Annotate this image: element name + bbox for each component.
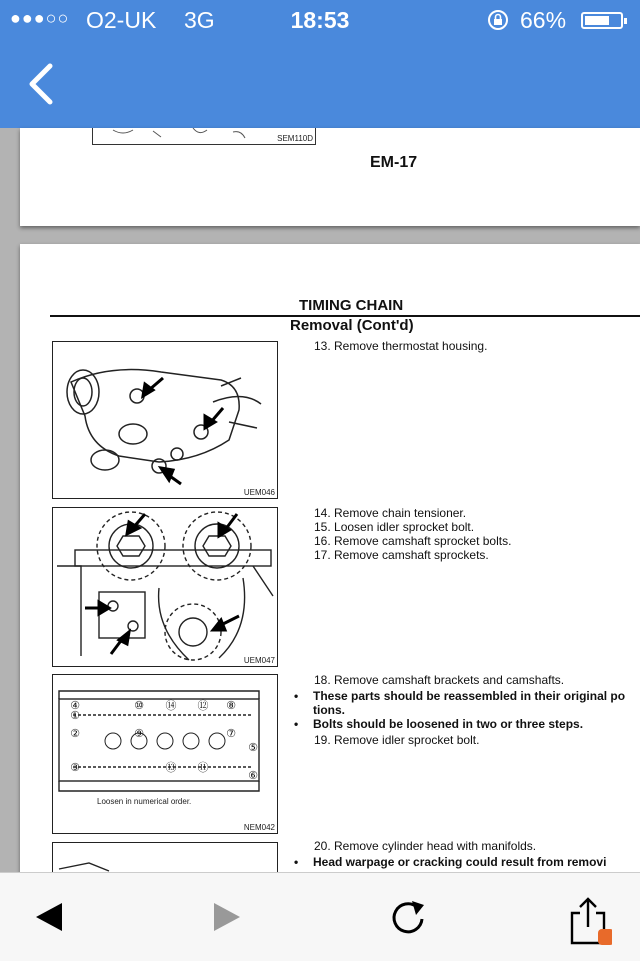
bullet-text: Bolts should be loosened in two or three steps. [313, 717, 584, 731]
step-19: 19. Remove idler sprocket bolt. [314, 733, 480, 747]
bolt-number-14: ⑭ [165, 699, 177, 712]
document-page-previous [20, 128, 640, 226]
figure-caption: Loosen in numerical order. [97, 797, 192, 806]
orientation-lock-icon [486, 8, 510, 38]
page-number: EM-17 [370, 154, 418, 171]
triangle-right-icon [204, 893, 252, 941]
bolt-number-12: ⑫ [197, 699, 209, 712]
share-icon [564, 893, 612, 949]
battery-icon [581, 12, 623, 29]
browser-toolbar [0, 872, 640, 961]
bolt-number-6: ⑥ [248, 769, 258, 782]
bolt-number-1: ① [70, 709, 80, 722]
bullet-reassemble-cont: tions. [313, 703, 345, 717]
figure-thermostat-housing [52, 341, 278, 499]
navigation-bar [0, 40, 640, 128]
chevron-left-icon [22, 62, 62, 106]
bullet-reassemble: • These parts should be reassembled in their original po [294, 689, 626, 703]
document-page [20, 244, 640, 884]
bolt-number-4: ④ [70, 699, 80, 712]
step-14: 14. Remove chain tensioner. [314, 506, 467, 520]
bolt-number-5: ⑤ [248, 741, 258, 754]
bolt-number-13: ⑬ [165, 761, 177, 774]
bullet-text: Head warpage or cracking could result from removi [313, 855, 607, 869]
status-bar [0, 0, 640, 40]
network-type: 3G [184, 7, 215, 33]
figure-sem110d [92, 128, 316, 145]
figure-code: UEM047 [243, 656, 275, 665]
step-13: 13. Remove thermostat housing. [314, 339, 488, 353]
signal-strength: ●●●○○ [10, 8, 70, 28]
step-18: 18. Remove camshaft brackets and camshafts. [314, 673, 565, 687]
back-nav-button[interactable] [24, 893, 72, 941]
bolt-number-3: ③ [70, 761, 80, 774]
step-20: 20. Remove cylinder head with manifolds. [314, 839, 537, 853]
forward-nav-button[interactable] [204, 893, 252, 941]
figure-code: SEM110D [277, 134, 313, 143]
bullet-head-warpage: • Head warpage or cracking could result from removi [294, 855, 607, 869]
battery-percent: 66% [520, 7, 567, 33]
bullet-text: These parts should be reassembled in their original po [313, 689, 626, 703]
bolt-number-11: ⑪ [197, 761, 209, 774]
step-15: 15. Loosen idler sprocket bolt. [314, 520, 475, 534]
figure-code: UEM046 [243, 488, 275, 497]
triangle-left-icon [24, 893, 72, 941]
bolt-number-8: ⑧ [226, 699, 236, 712]
figure-timing-chain [52, 507, 278, 667]
step-17: 17. Remove camshaft sprockets. [314, 548, 489, 562]
bullet-loosen-steps: • Bolts should be loosened in two or three steps. [294, 717, 584, 731]
app-badge-icon [598, 929, 612, 945]
figure-loosening-order [52, 674, 278, 834]
back-button[interactable] [22, 62, 62, 106]
reload-button[interactable] [384, 893, 432, 941]
reload-icon [384, 893, 432, 941]
figure-code: NEM042 [243, 823, 275, 832]
share-button[interactable] [564, 893, 612, 941]
step-16: 16. Remove camshaft sprocket bolts. [314, 534, 512, 548]
bolt-number-9: ⑨ [134, 727, 144, 740]
bolt-number-10: ⑩ [134, 699, 144, 712]
status-time: 18:53 [290, 7, 350, 33]
bolt-number-7: ⑦ [226, 727, 236, 740]
bolt-number-2: ② [70, 727, 80, 740]
carrier-name: O2-UK [86, 7, 157, 33]
subsection-title: Removal (Cont'd) [290, 317, 414, 334]
section-title: TIMING CHAIN [299, 297, 404, 314]
